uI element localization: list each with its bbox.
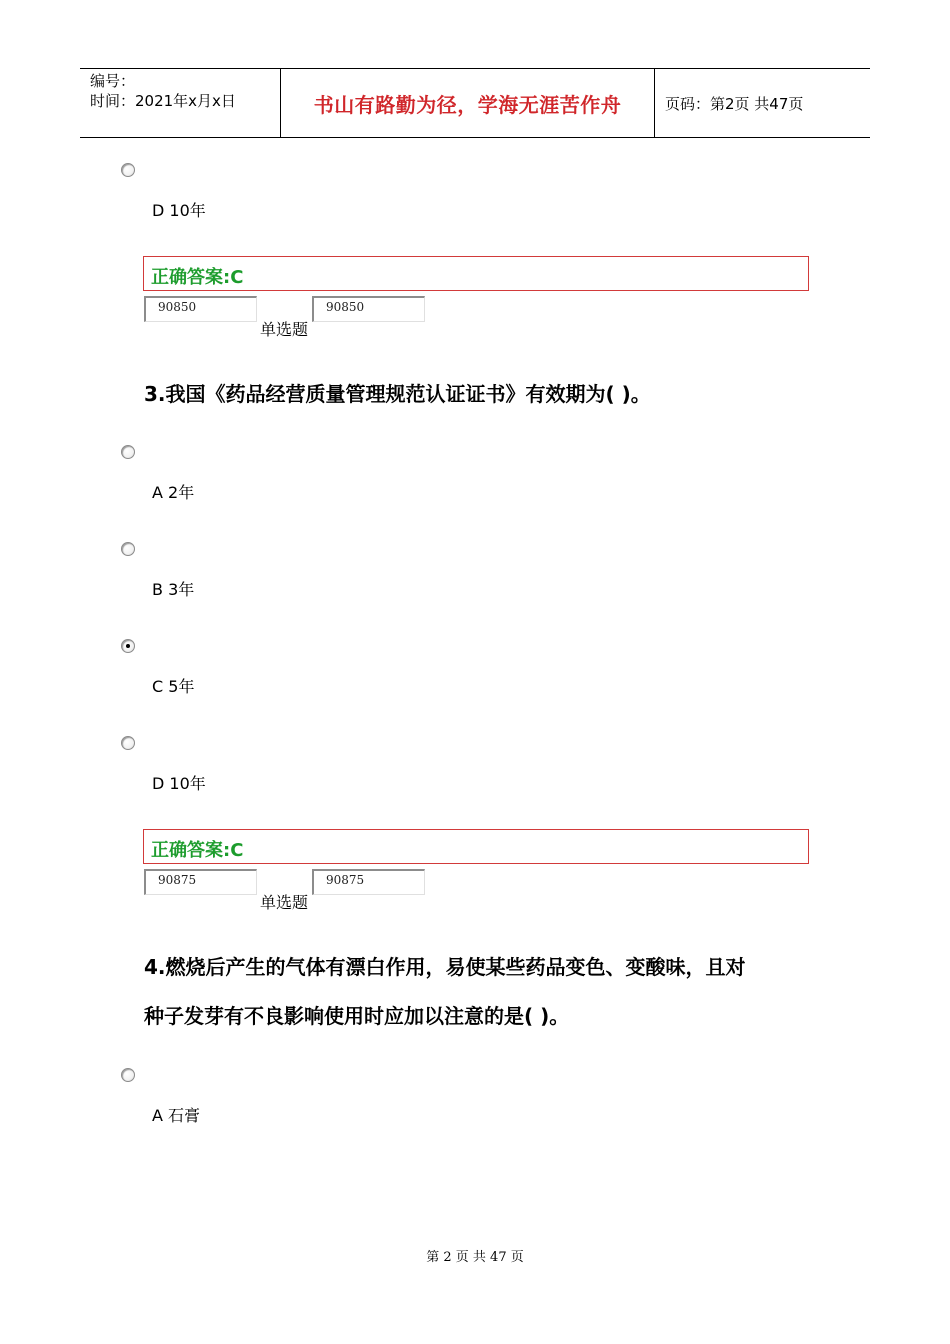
number-label: 编号： [90,72,136,90]
page-info: 页码：第2页 共47页 [665,94,804,113]
q3-correct-answer-box [143,829,809,864]
q3-option-c-label: C 5年 [152,677,195,696]
q3-text: 3.我国《药品经营质量管理规范认证证书》有效期为( )。 [144,382,651,406]
header-info-cell [80,69,281,137]
q4-text-line1: 4.燃烧后产生的气体有漂白作用，易使某些药品变色、变酸味，且对 [144,955,746,979]
q3-option-b-label: B 3年 [152,580,195,599]
q3-id-field-left: 90875 [144,869,257,895]
header-motto-cell [281,69,655,137]
q3-option-d-label: D 10年 [152,774,206,793]
q4-option-a-label: A 石膏 [152,1106,201,1125]
q3-option-b-radio[interactable] [121,542,135,556]
page-header [80,68,870,138]
prev-id-field-left: 90850 [144,296,257,322]
header-page-cell [655,69,870,137]
q3-question-type: 单选题 [260,893,309,912]
motto: 书山有路勤为径，学海无涯苦作舟 [313,92,622,117]
page-footer: 第 2 页 共 47 页 [426,1250,524,1265]
prev-option-d-radio[interactable] [121,163,135,177]
q4-option-a-radio[interactable] [121,1068,135,1082]
prev-question-type: 单选题 [260,320,309,339]
q3-option-c-radio[interactable] [121,639,135,653]
prev-correct-answer: 正确答案:C [151,267,244,288]
prev-id-field-right: 90850 [312,296,425,322]
prev-correct-answer-box [143,256,809,291]
q3-id-field-right: 90875 [312,869,425,895]
q3-option-d-radio[interactable] [121,736,135,750]
q3-option-a-radio[interactable] [121,445,135,459]
time-label: 时间：2021年x月x日 [90,92,236,110]
q3-correct-answer: 正确答案:C [151,840,244,861]
q3-option-a-label: A 2年 [152,483,195,502]
q4-text-line2: 种子发芽有不良影响使用时应加以注意的是( )。 [144,1004,570,1028]
prev-option-d-label: D 10年 [152,201,206,220]
